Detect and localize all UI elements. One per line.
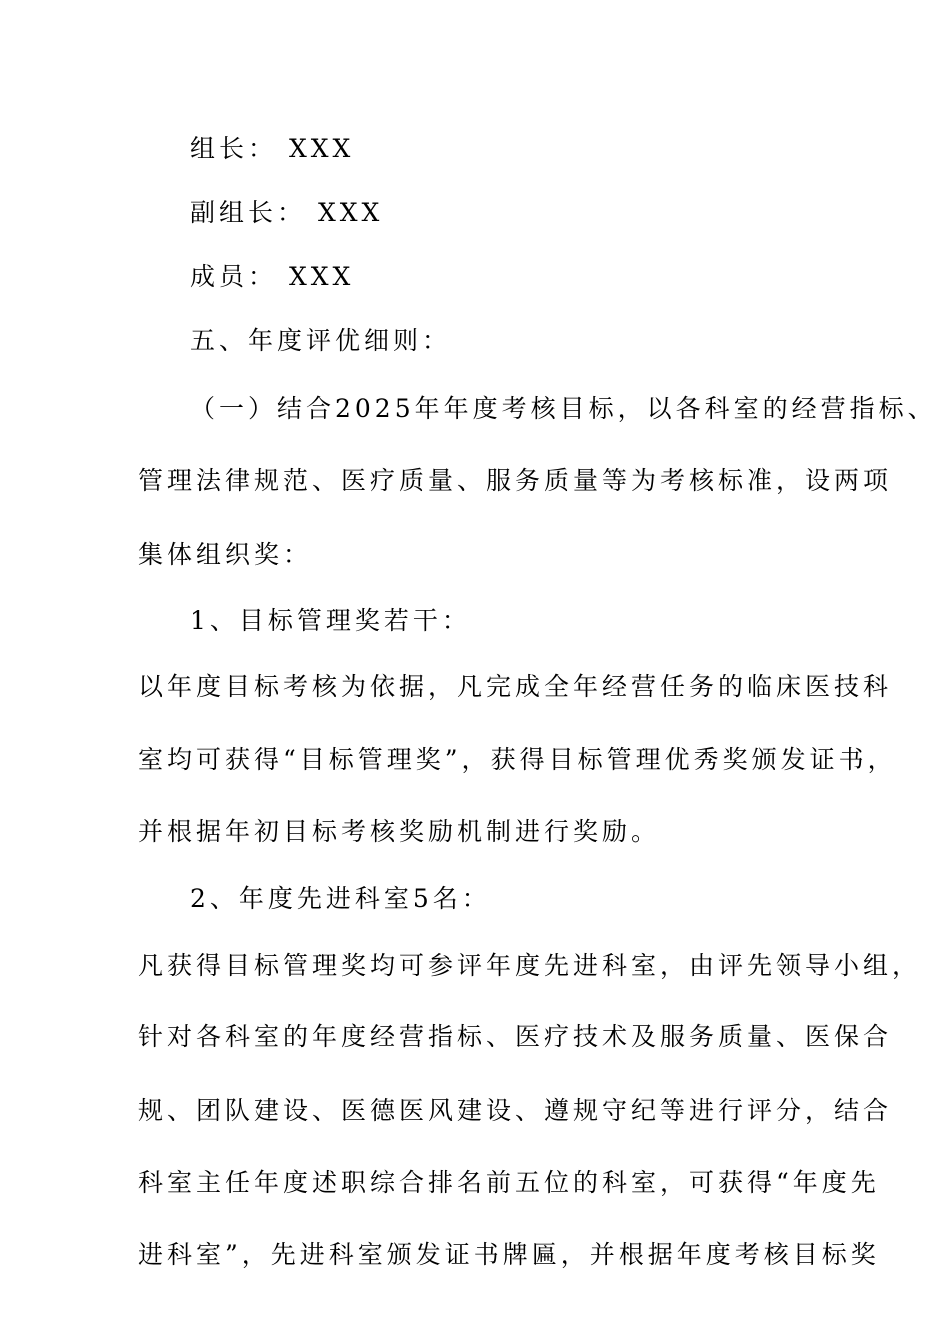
item-1-line-3: 并根据年初目标考核奖励机制进行奖励。 xyxy=(138,817,661,846)
item-1-heading: 1、目标管理奖若干： xyxy=(190,606,471,635)
item-2-line-1: 凡获得目标管理奖均可参评年度先进科室，由评先领导小组， xyxy=(138,951,922,980)
leader-line: 组长： XXX xyxy=(190,134,355,163)
paragraph-1-line-1: （一）结合2025年年度考核目标，以各科室的经营指标、 xyxy=(190,394,937,423)
paragraph-1-line-3: 集体组织奖： xyxy=(138,540,313,569)
members-line: 成员： XXX xyxy=(190,262,355,291)
paragraph-1-line-2: 管理法律规范、医疗质量、服务质量等为考核标准，设两项 xyxy=(138,466,893,495)
item-1-line-2: 室均可获得“目标管理奖”，获得目标管理优秀奖颁发证书， xyxy=(138,745,897,774)
item-1-line-1: 以年度目标考核为依据，凡完成全年经营任务的临床医技科 xyxy=(138,672,893,701)
item-2-line-5: 进科室”，先进科室颁发证书牌匾，并根据年度考核目标奖 xyxy=(138,1240,880,1269)
item-2-line-2: 针对各科室的年度经营指标、医疗技术及服务质量、医保合 xyxy=(138,1022,893,1051)
deputy-leader-line: 副组长： XXX xyxy=(190,198,384,227)
item-2-line-3: 规、团队建设、医德医风建设、遵规守纪等进行评分，结合 xyxy=(138,1096,893,1125)
section-heading: 五、年度评优细则： xyxy=(190,326,452,355)
item-2-heading: 2、年度先进科室5名： xyxy=(190,884,491,913)
item-2-line-4: 科室主任年度述职综合排名前五位的科室，可获得“年度先 xyxy=(138,1168,880,1197)
